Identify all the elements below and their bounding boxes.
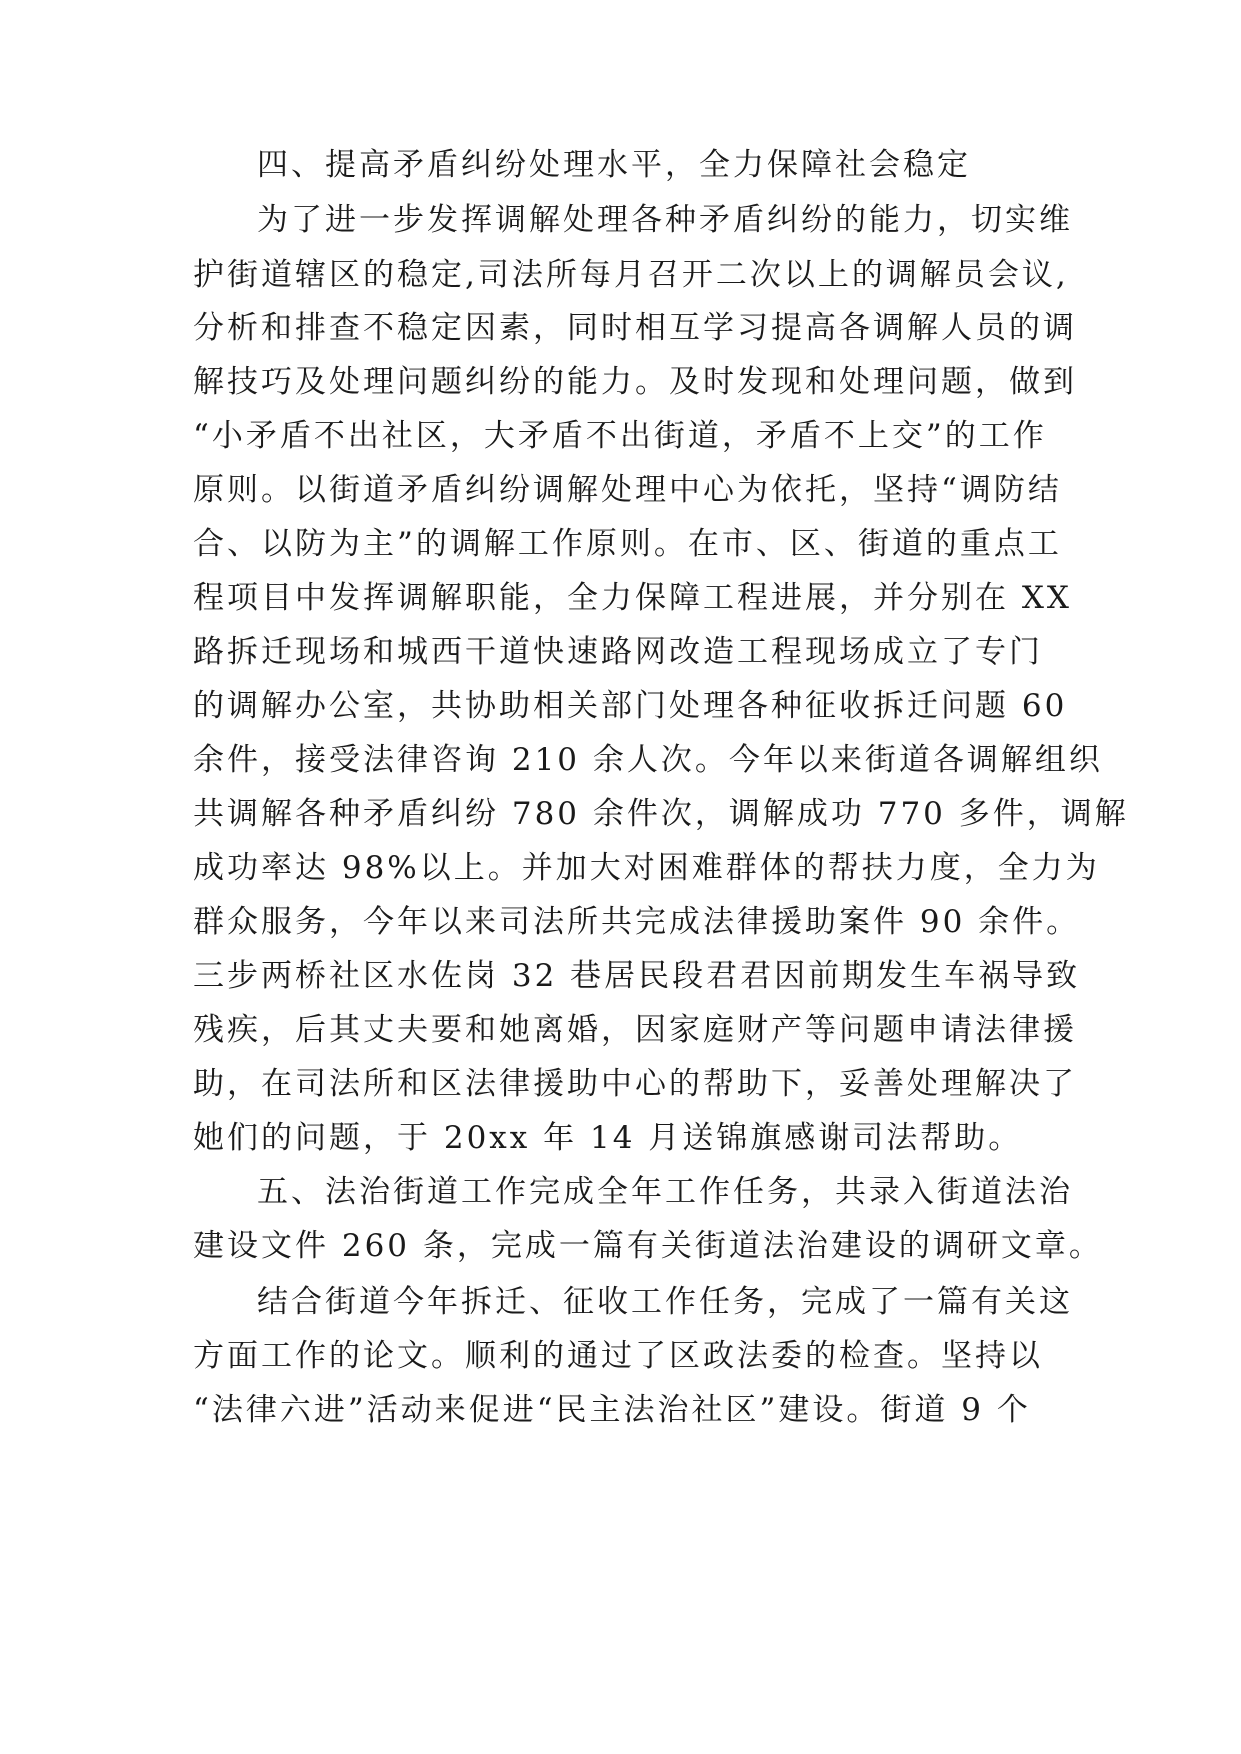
paragraph-line: 她们的问题，于 20xx 年 14 月送锦旗感谢司法帮助。 (193, 1120, 1023, 1156)
paragraph-line: 结合街道今年拆迁、征收工作任务，完成了一篇有关这 (257, 1284, 1073, 1320)
paragraph-line: 残疾，后其丈夫要和她离婚，因家庭财产等问题申请法律援 (193, 1012, 1077, 1048)
paragraph-line: 合、以防为主”的调解工作原则。在市、区、街道的重点工 (193, 526, 1062, 562)
paragraph-line: 护街道辖区的稳定,司法所每月召开二次以上的调解员会议, (193, 257, 1069, 293)
paragraph-line: “法律六进”活动来促进“民主法治社区”建设。街道 9 个 (193, 1392, 1031, 1428)
paragraph-line: 余件，接受法律咨询 210 余人次。今年以来街道各调解组织 (193, 742, 1103, 778)
section-heading-5: 五、法治街道工作完成全年工作任务，共录入街道法治 (257, 1174, 1073, 1210)
paragraph-line: 三步两桥社区水佐岗 32 巷居民段君君因前期发生车祸导致 (193, 958, 1081, 994)
paragraph-line: 路拆迁现场和城西干道快速路网改造工程现场成立了专门 (193, 634, 1043, 670)
paragraph-line: “小矛盾不出社区，大矛盾不出街道，矛盾不上交”的工作 (193, 418, 1047, 454)
paragraph-line: 原则。以街道矛盾纠纷调解处理中心为依托，坚持“调防结 (193, 472, 1062, 508)
paragraph-line: 的调解办公室，共协助相关部门处理各种征收拆迁问题 60 (193, 688, 1068, 724)
paragraph-line: 解技巧及处理问题纠纷的能力。及时发现和处理问题，做到 (193, 364, 1077, 400)
section-heading-4: 四、提高矛盾纠纷处理水平，全力保障社会稳定 (257, 147, 971, 183)
paragraph-line: 共调解各种矛盾纠纷 780 余件次，调解成功 770 多件，调解 (193, 796, 1129, 832)
paragraph-line: 成功率达 98%以上。并加大对困难群体的帮扶力度，全力为 (193, 850, 1100, 886)
paragraph-line: 助，在司法所和区法律援助中心的帮助下，妥善处理解决了 (193, 1066, 1077, 1102)
paragraph-line: 为了进一步发挥调解处理各种矛盾纠纷的能力，切实维 (257, 202, 1073, 238)
paragraph-line: 群众服务，今年以来司法所共完成法律援助案件 90 余件。 (193, 904, 1081, 940)
paragraph-line: 建设文件 260 条，完成一篇有关街道法治建设的调研文章。 (193, 1228, 1103, 1264)
paragraph-line: 程项目中发挥调解职能，全力保障工程进展，并分别在 XX (193, 580, 1072, 616)
paragraph-line: 方面工作的论文。顺利的通过了区政法委的检查。坚持以 (193, 1338, 1043, 1374)
paragraph-line: 分析和排查不稳定因素，同时相互学习提高各调解人员的调 (193, 310, 1077, 346)
